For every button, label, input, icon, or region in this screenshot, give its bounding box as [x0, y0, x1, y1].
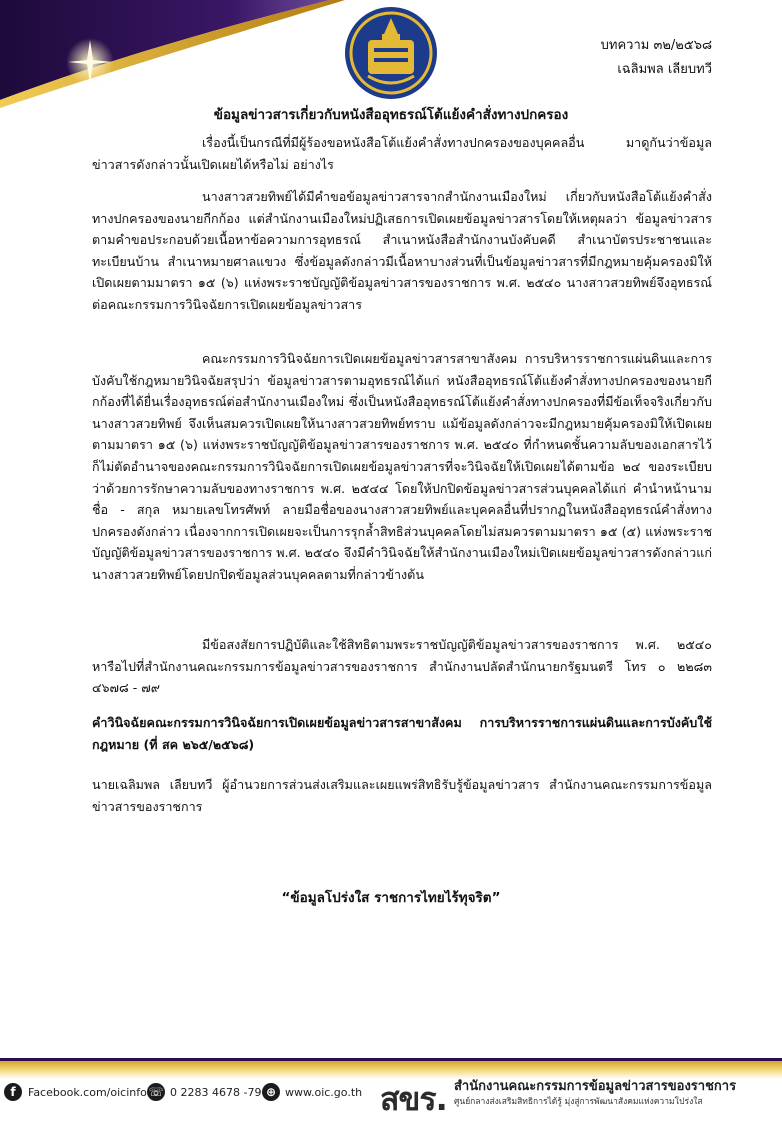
decision-reference-title: คำวินิจฉัยคณะกรรมการวินิจฉัยการเปิดเผยข้อมูลข่าวสารสาขาสังคม การบริหารราชการแผ่นดินและการบังคับใช้กฎหมาย (ที่ สค ๒๖๕/๒๕๖๘) — [92, 715, 712, 752]
globe-icon: ⊕ — [262, 1083, 280, 1101]
phone-icon: ☏ — [148, 1085, 164, 1099]
phone-number: 0 2283 4678 -79 — [170, 1086, 262, 1099]
facts-paragraph: นางสาวสวยทิพย์ได้มีคำขอข้อมูลข่าวสารจากสำนักงานเมืองใหม่ เกี่ยวกับหนังสือโต้แย้งคำสั่งทางปกครองของนายกีกก้อง แต่สำนักงานเมืองใหม่ปฏิเสธการเปิดเผยข้อมูลข่าวสารโดยให้เหตุผลว่า ข้อมูลข่าวสารตามคำขอประกอบด้วยเนื้อหาข้อความการอุทธรณ์ สำเนาหนังสือสำนักงานบังคับคดี สำเนาบัตรประชาชนและทะเบียนบ้าน สำเนาหมายศาลแขวง ซึ่งข้อมูลดังกล่าวมีเนื้อหาบางส่วนที่เป็นข้อมูลข่าวสารที่มีกฎหมายคุ้มครองมิให้เปิดเผยตามมาตรา ๑๕ (๖) แห่งพระราชบัญญัติข้อมูลข่าวสารของราชการ พ.ศ. ๒๕๔๐ นางสาวสวยทิพย์จึงอุทธรณ์ต่อคณะกรรมการวินิจฉัยการเปิดเผยข้อมูลข่าวสาร — [92, 189, 712, 312]
author-credit: นายเฉลิมพล เลียบทวี ผู้อำนวยการส่วนส่งเสริมและเผยแพร่สิทธิรับรู้ข้อมูลข่าวสาร สำนักงานคณะกรรมการข้อมูลข่าวสารของราชการ — [92, 777, 712, 814]
byline — [601, 34, 712, 82]
website-link[interactable]: www.oic.go.th — [285, 1086, 363, 1099]
article-number: บทความ ๓๒/๒๕๖๘ — [600, 38, 712, 53]
facebook-icon[interactable]: f — [4, 1083, 22, 1101]
decision-paragraph: คณะกรรมการวินิจฉัยการเปิดเผยข้อมูลข่าวสารสาขาสังคม การบริหารราชการแผ่นดินและการบังคับใช้กฎหมายวินิจฉัยสรุปว่า ข้อมูลข่าวสารตามอุทธรณ์ได้แก่ หนังสืออุทธรณ์โต้แย้งคำสั่งทางปกครองของนายกีกก้องที่ได้ยื่นเรื่องอุทธรณ์ต่อสำนักงานเมืองใหม่ ซึ่งเป็นหนังสืออุทธรณ์โต้แย้งคำสั่งทางปกครองที่มีข้อเท็จจริงเกี่ยวกับนางสาวสวยทิพย์ จึงเห็นสมควรเปิดเผยให้นางสาวสวยทิพย์ทราบ แม้ข้อมูลดังกล่าวจะมีกฎหมายคุ้มครองมิให้เปิดเผยตามมาตรา ๑๕ (๖) แห่งพระราชบัญญัติข้อมูลข่าวสารของราชการ พ.ศ. ๒๕๔๐ ที่กำหนดชั้นความลับของเอกสารไว้ก็ไม่ตัดอำนาจของคณะกรรมการวินิจฉัยการเปิดเผยข้อมูลข่าวสารที่จะวินิจฉัยให้เปิดเผยได้ตามข้อ ๒๔ ของระเบียบว่าด้วยการรักษาความลับของทางราชการ พ.ศ. ๒๕๔๔ โดยให้ปกปิดข้อมูลข่าวสารส่วนบุคคลได้แก่ คำนำหน้านาม ชื่อ - สกุล หมายเลขโทรศัพท์ ลายมือชื่อของนางสาวสวยทิพย์และบุคคลอื่นที่ปรากฏในหนังสืออุทธรณ์คำสั่งทางปกครองดังกล่าว เนื่องจากการเปิดเผยจะเป็นการรุกล้ำสิทธิส่วนบุคคลโดยไม่สมควรตามมาตรา ๑๕ (๕) แห่งพระราชบัญญัติข้อมูลข่าวสารของราชการ พ.ศ. ๒๕๔๐ จึงมีคำวินิจฉัยให้สำนักงานเมืองใหม่เปิดเผยข้อมูลข่าวสารดังกล่าวแก่นางสาวสวยทิพย์โดยปกปิดข้อมูลส่วนบุคคลตามที่กล่าวข้างต้น — [92, 351, 712, 582]
oic-emblem-logo — [338, 4, 444, 102]
facebook-link[interactable]: Facebook.com/oicinfo — [28, 1086, 147, 1099]
slogan: “ข้อมูลโปร่งใส ราชการไทยไร้ทุจริต” — [281, 890, 501, 906]
organization-tagline: ศูนย์กลางส่งเสริมสิทธิการได้รู้ มุ่งสู่การพัฒนาสังคมแห่งความโปร่งใส — [454, 1097, 703, 1107]
oic-text-logo: สขร. — [380, 1080, 447, 1118]
article-author: เฉลิมพล เลียบทวี — [617, 62, 712, 77]
document-title: ข้อมูลข่าวสารเกี่ยวกับหนังสืออุทธรณ์โต้แย้งคำสั่งทางปกครอง — [213, 107, 569, 123]
contact-paragraph: มีข้อสงสัยการปฏิบัติและใช้สิทธิตามพระราชบัญญัติข้อมูลข่าวสารของราชการ พ.ศ. ๒๕๔๐ หารือไปที่สำนักงานคณะกรรมการข้อมูลข่าวสารของราชการ สำนักงานปลัดสำนักนายกรัฐมนตรี โทร ๐ ๒๒๘๓ ๔๖๗๘ - ๗๙ — [92, 637, 712, 696]
intro-paragraph: เรื่องนี้เป็นกรณีที่มีผู้ร้องขอหนังสือโต้แย้งคำสั่งทางปกครองของบุคคลอื่น มาดูกันว่าข้อมูลข่าวสารดังกล่าวนั้นเปิดเผยได้หรือไม่ อย่างไร — [92, 135, 712, 172]
organization-name: สำนักงานคณะกรรมการข้อมูลข่าวสารของราชการ — [454, 1079, 737, 1094]
